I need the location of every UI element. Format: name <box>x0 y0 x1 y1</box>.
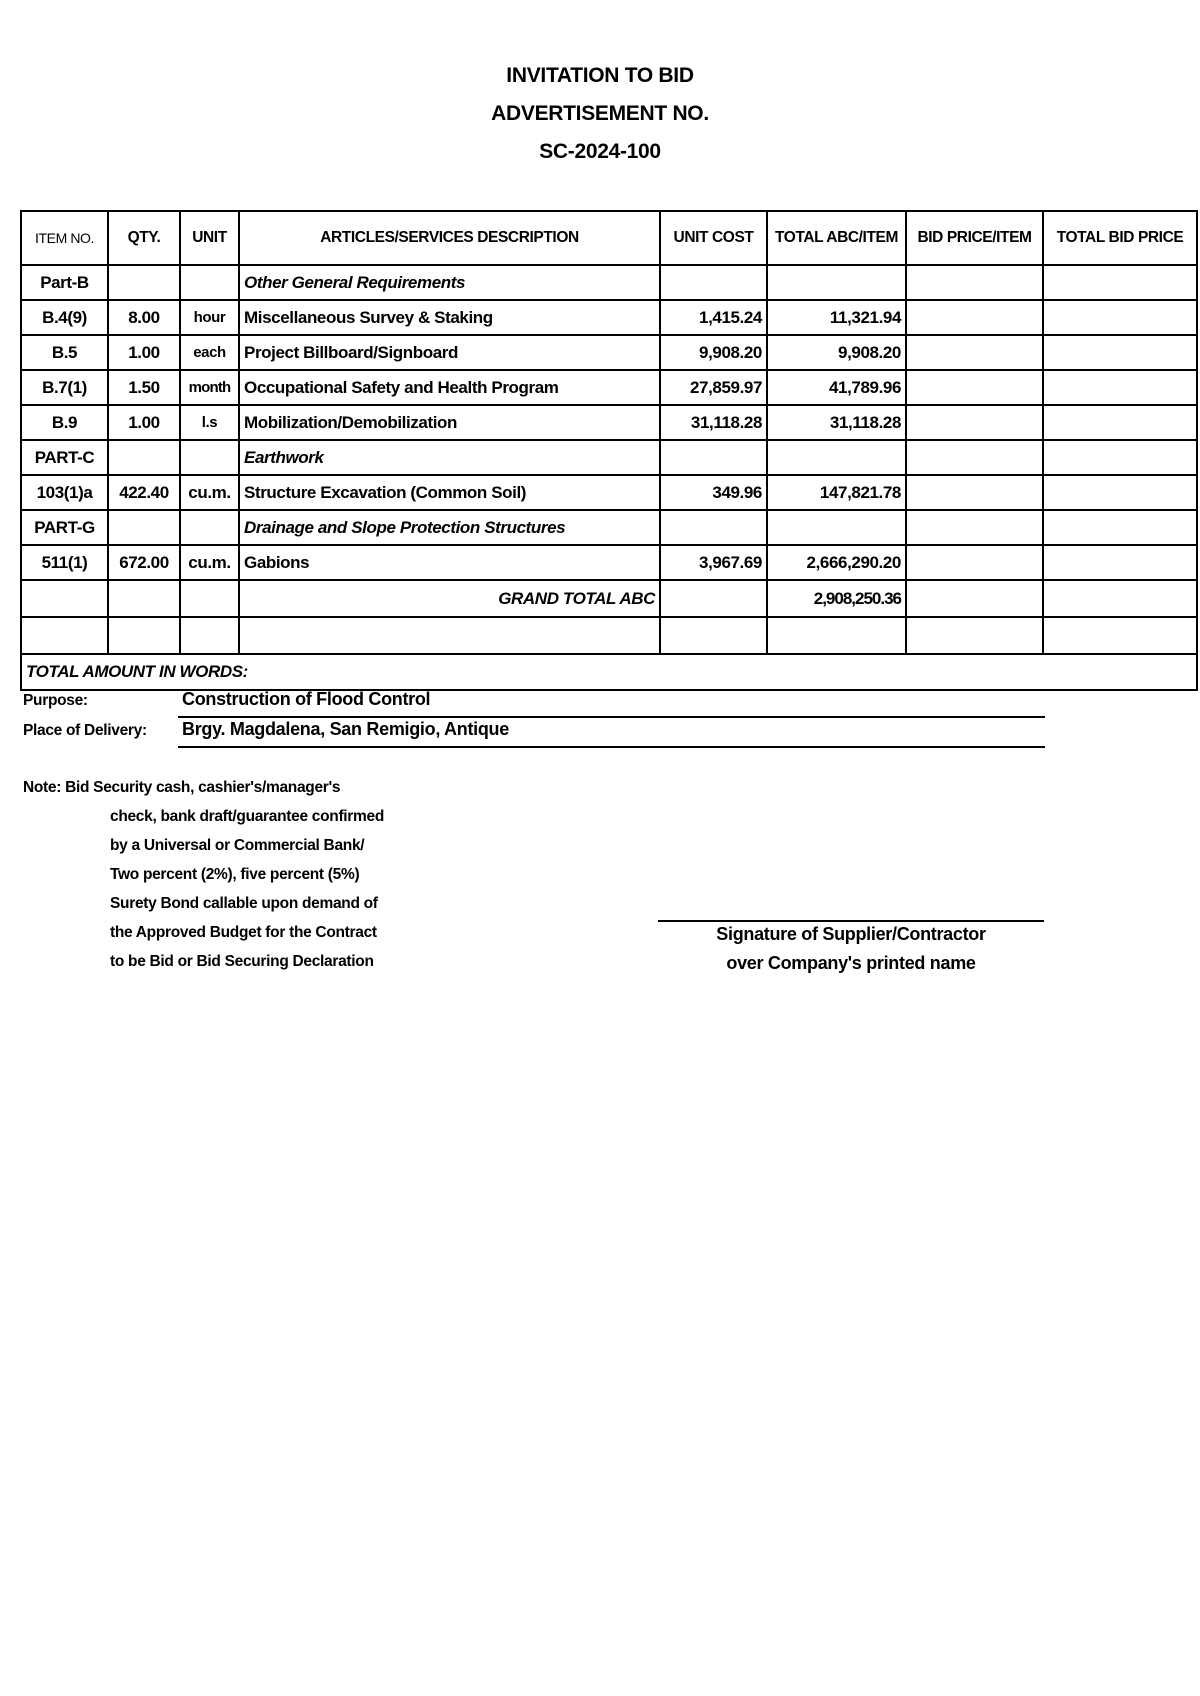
item-no-cell: PART-G <box>21 510 108 545</box>
description-cell: Structure Excavation (Common Soil) <box>239 475 660 510</box>
total-bid-cell[interactable] <box>1043 510 1197 545</box>
delivery-underline <box>178 746 1045 748</box>
header-qty: QTY. <box>108 211 180 265</box>
bid-price-cell[interactable] <box>906 617 1043 654</box>
amount-in-words-row <box>21 654 1197 690</box>
bid-price-cell[interactable] <box>906 475 1043 510</box>
note-line: check, bank draft/guarantee confirmed <box>110 808 385 825</box>
place-of-delivery-label: Place of Delivery: <box>23 722 147 739</box>
item-no-cell: B.9 <box>21 405 108 440</box>
bid-price-cell[interactable] <box>906 440 1043 475</box>
qty-cell: 1.00 <box>108 335 180 370</box>
unit-cost-cell: 1,415.24 <box>660 300 767 335</box>
table-row <box>21 300 1197 335</box>
header-item-no: ITEM NO. <box>21 211 108 265</box>
qty-cell: 1.00 <box>108 405 180 440</box>
unit-cell: hour <box>180 300 239 335</box>
unit-cell <box>180 440 239 475</box>
total-abc-cell: 147,821.78 <box>767 475 906 510</box>
place-of-delivery-value: Brgy. Magdalena, San Remigio, Antique <box>182 719 509 739</box>
header-total-abc: TOTAL ABC/ITEM <box>767 211 906 265</box>
title-invitation: INVITATION TO BID <box>506 64 694 87</box>
empty-cell <box>239 617 660 654</box>
total-bid-cell[interactable] <box>1043 405 1197 440</box>
header-description: ARTICLES/SERVICES DESCRIPTION <box>239 211 660 265</box>
total-bid-cell[interactable] <box>1043 617 1197 654</box>
purpose-label: Purpose: <box>23 692 88 709</box>
total-abc-cell <box>767 440 906 475</box>
header-bid-price: BID PRICE/ITEM <box>906 211 1043 265</box>
description-cell: Project Billboard/Signboard <box>239 335 660 370</box>
qty-cell <box>108 440 180 475</box>
table-row <box>21 265 1197 300</box>
item-no-cell: B.5 <box>21 335 108 370</box>
note-line: Surety Bond callable upon demand of <box>110 895 378 912</box>
description-cell: Occupational Safety and Health Program <box>239 370 660 405</box>
qty-cell: 672.00 <box>108 545 180 580</box>
unit-cell: month <box>180 370 239 405</box>
qty-cell <box>108 510 180 545</box>
bid-price-cell[interactable] <box>906 335 1043 370</box>
blank-row <box>21 617 1197 654</box>
unit-cell: l.s <box>180 405 239 440</box>
unit-cost-cell <box>660 265 767 300</box>
title-ref-number: SC-2024-100 <box>539 140 661 163</box>
unit-cell: cu.m. <box>180 545 239 580</box>
total-bid-cell[interactable] <box>1043 300 1197 335</box>
bid-price-cell[interactable] <box>906 510 1043 545</box>
unit-cell <box>180 265 239 300</box>
empty-cell <box>180 617 239 654</box>
total-bid-cell[interactable] <box>1043 335 1197 370</box>
empty-cell <box>660 580 767 617</box>
unit-cost-cell <box>660 510 767 545</box>
total-bid-cell[interactable] <box>1043 370 1197 405</box>
section-heading-cell: Earthwork <box>239 440 660 475</box>
header-unit: UNIT <box>180 211 239 265</box>
grand-total-row <box>21 580 1197 617</box>
table-row <box>21 405 1197 440</box>
item-no-cell: B.7(1) <box>21 370 108 405</box>
header-total-bid: TOTAL BID PRICE <box>1043 211 1197 265</box>
unit-cost-cell: 27,859.97 <box>660 370 767 405</box>
header-unit-cost: UNIT COST <box>660 211 767 265</box>
unit-cell <box>180 510 239 545</box>
total-bid-cell[interactable] <box>1043 545 1197 580</box>
description-cell: Gabions <box>239 545 660 580</box>
bid-security-note <box>23 773 384 976</box>
purpose-underline <box>178 716 1045 718</box>
total-bid-cell[interactable] <box>1043 440 1197 475</box>
qty-cell: 422.40 <box>108 475 180 510</box>
bid-price-cell[interactable] <box>906 580 1043 617</box>
amount-in-words-label[interactable]: TOTAL AMOUNT IN WORDS: <box>21 654 1197 690</box>
bid-price-cell[interactable] <box>906 405 1043 440</box>
unit-cost-cell: 9,908.20 <box>660 335 767 370</box>
title-advertisement: ADVERTISEMENT NO. <box>491 102 709 125</box>
total-abc-cell <box>767 265 906 300</box>
qty-cell <box>108 265 180 300</box>
empty-cell <box>21 580 108 617</box>
unit-cost-cell <box>660 440 767 475</box>
unit-cost-cell: 349.96 <box>660 475 767 510</box>
total-abc-cell: 2,666,290.20 <box>767 545 906 580</box>
signature-caption-line2: over Company's printed name <box>726 953 976 973</box>
table-row <box>21 545 1197 580</box>
table-row <box>21 335 1197 370</box>
empty-cell <box>180 580 239 617</box>
table-row <box>21 475 1197 510</box>
purpose-value: Construction of Flood Control <box>182 689 431 709</box>
note-line: Note: Bid Security cash, cashier's/manager's <box>23 779 341 796</box>
qty-cell: 1.50 <box>108 370 180 405</box>
grand-total-label: GRAND TOTAL ABC <box>239 580 660 617</box>
table-row <box>21 440 1197 475</box>
grand-total-value: 2,908,250.36 <box>767 580 906 617</box>
description-cell: Mobilization/Demobilization <box>239 405 660 440</box>
bid-price-cell[interactable] <box>906 370 1043 405</box>
bid-price-cell[interactable] <box>906 300 1043 335</box>
total-abc-cell <box>767 510 906 545</box>
item-no-cell: Part-B <box>21 265 108 300</box>
signature-caption-line1: Signature of Supplier/Contractor <box>716 924 986 944</box>
item-no-cell: 103(1)a <box>21 475 108 510</box>
table-row <box>21 510 1197 545</box>
empty-cell <box>108 617 180 654</box>
unit-cost-cell: 3,967.69 <box>660 545 767 580</box>
table-row <box>21 370 1197 405</box>
section-heading-cell: Other General Requirements <box>239 265 660 300</box>
unit-cell: each <box>180 335 239 370</box>
signature-block <box>658 920 1044 978</box>
note-line: Two percent (2%), five percent (5%) <box>110 866 360 883</box>
section-heading-cell: Drainage and Slope Protection Structures <box>239 510 660 545</box>
total-bid-cell[interactable] <box>1043 580 1197 617</box>
unit-cell: cu.m. <box>180 475 239 510</box>
total-abc-cell: 31,118.28 <box>767 405 906 440</box>
item-no-cell: PART-C <box>21 440 108 475</box>
bid-table <box>20 210 1198 691</box>
description-cell: Miscellaneous Survey & Staking <box>239 300 660 335</box>
bid-price-cell[interactable] <box>906 265 1043 300</box>
total-abc-cell: 9,908.20 <box>767 335 906 370</box>
total-abc-cell: 11,321.94 <box>767 300 906 335</box>
table-header-row <box>21 211 1197 265</box>
total-bid-cell[interactable] <box>1043 265 1197 300</box>
note-line: to be Bid or Bid Securing Declaration <box>110 953 374 970</box>
empty-cell <box>660 617 767 654</box>
empty-cell <box>767 617 906 654</box>
qty-cell: 8.00 <box>108 300 180 335</box>
item-no-cell: B.4(9) <box>21 300 108 335</box>
note-line: by a Universal or Commercial Bank/ <box>110 837 365 854</box>
unit-cost-cell: 31,118.28 <box>660 405 767 440</box>
empty-cell <box>21 617 108 654</box>
bid-price-cell[interactable] <box>906 545 1043 580</box>
empty-cell <box>108 580 180 617</box>
item-no-cell: 511(1) <box>21 545 108 580</box>
total-abc-cell: 41,789.96 <box>767 370 906 405</box>
note-line: the Approved Budget for the Contract <box>110 924 377 941</box>
total-bid-cell[interactable] <box>1043 475 1197 510</box>
